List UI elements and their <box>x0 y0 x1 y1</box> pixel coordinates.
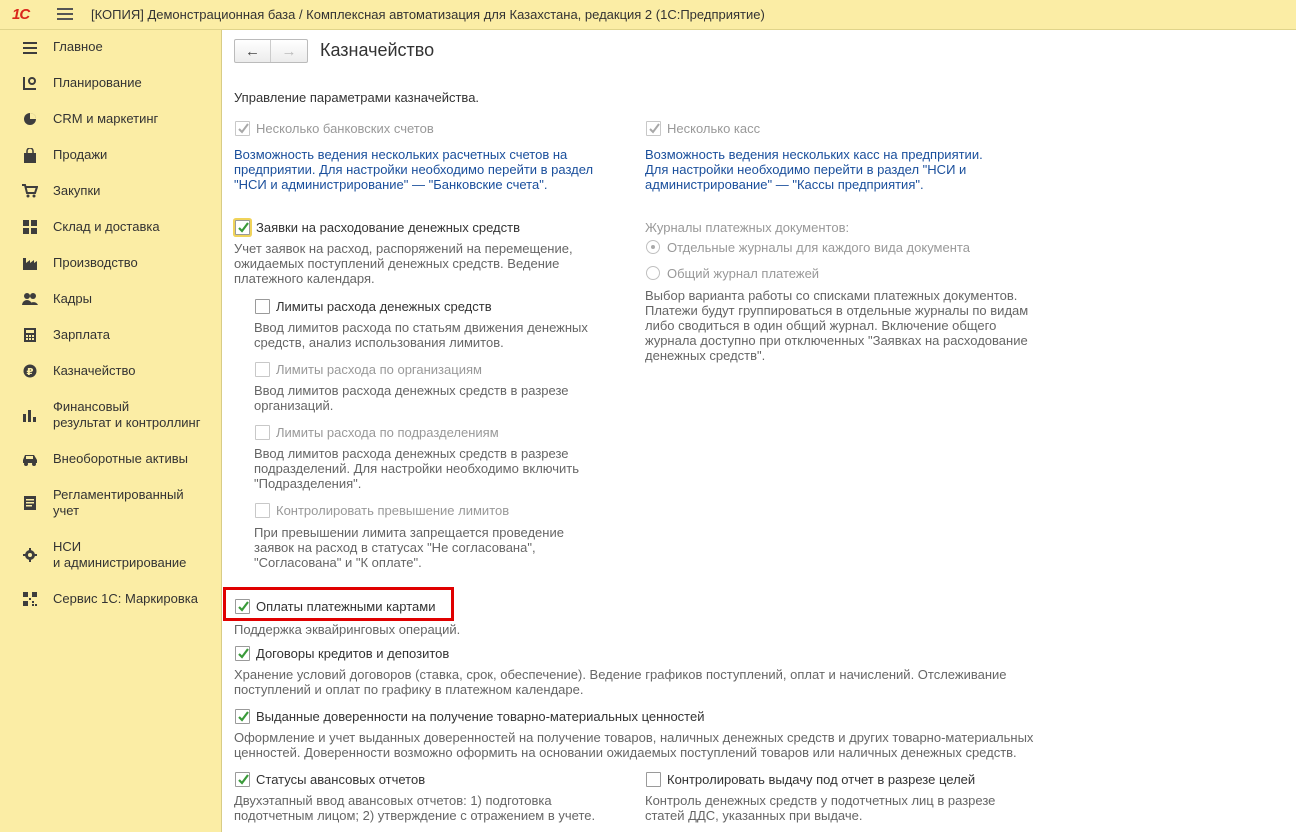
sidebar-item-fixed-assets[interactable] <box>0 450 221 470</box>
sidebar-item-salary[interactable] <box>0 326 221 346</box>
1c-logo[interactable]: 1С <box>12 6 30 23</box>
requests-label[interactable]: Заявки на расходование денежных средств <box>256 220 520 235</box>
sidebar-item-label: Склад и доставка <box>53 219 160 234</box>
sections-sidebar <box>0 30 222 832</box>
journals-heading: Журналы платежных документов: <box>645 220 850 235</box>
multi-bank-label[interactable]: Несколько банковских счетов <box>256 121 434 136</box>
sidebar-item-regulated[interactable] <box>0 486 221 522</box>
limits-control-checkbox[interactable] <box>255 503 270 518</box>
journals-separate-label[interactable]: Отдельные журналы для каждого вида документа <box>667 240 970 255</box>
sidebar-item-label: Планирование <box>53 75 142 90</box>
accountable-description: Контроль денежных средств у подотчетных лиц в разрезе статей ДДС, указанных при выдаче. <box>645 793 996 823</box>
bar-chart-icon <box>22 407 38 423</box>
requests-checkbox[interactable] <box>235 220 250 235</box>
multi-cash-checkbox[interactable] <box>646 121 661 136</box>
sidebar-item-production[interactable] <box>0 254 221 274</box>
sidebar-item-label: Внеоборотные активы <box>53 451 189 466</box>
limits-checkbox[interactable] <box>255 299 270 314</box>
limits-org-description: Ввод лимитов расхода денежных средств в разрезе организаций. <box>254 383 569 413</box>
limits-dept-checkbox[interactable] <box>255 425 270 440</box>
sidebar-item-label: Финансовый результат и контроллинг <box>53 399 201 430</box>
sidebar-item-finance[interactable] <box>0 398 221 434</box>
sidebar-item-label: Казначейство <box>53 363 136 378</box>
cards-label[interactable]: Оплаты платежными картами <box>256 599 436 614</box>
limits-control-label[interactable]: Контролировать превышение лимитов <box>276 503 510 518</box>
sidebar-item-crm[interactable] <box>0 110 221 130</box>
sidebar-item-label: Кадры <box>53 291 92 306</box>
sidebar-item-treasury[interactable] <box>0 362 221 382</box>
powers-checkbox[interactable] <box>235 709 250 724</box>
calculator-icon <box>22 327 38 343</box>
sidebar-item-label: Закупки <box>53 183 101 198</box>
back-button[interactable]: ← <box>235 40 271 62</box>
page-title: Казначейство <box>320 40 435 60</box>
window-title: [КОПИЯ] Демонстрационная база / Комплексная автоматизация для Казахстана, редакция 2 (1С:Предприятие) <box>91 7 765 22</box>
advance-checkbox[interactable] <box>235 772 250 787</box>
sidebar-item-warehouse[interactable] <box>0 218 221 238</box>
limits-control-description: При превышении лимита запрещается проведение заявок на расход в статусах "Не согласована", "Согласована" и "К оплате". <box>254 525 564 570</box>
limits-dept-label[interactable]: Лимиты расхода по подразделениям <box>276 425 499 440</box>
credits-checkbox[interactable] <box>235 646 250 661</box>
journals-common-radio[interactable] <box>646 266 660 280</box>
people-icon <box>22 291 38 307</box>
accountable-checkbox[interactable] <box>646 772 661 787</box>
limits-description: Ввод лимитов расхода по статьям движения денежных средств, анализ использования лимитов. <box>254 320 588 350</box>
svg-text:₽: ₽ <box>26 367 34 378</box>
sidebar-item-label: Зарплата <box>53 327 110 342</box>
intro-text: Управление параметрами казначейства. <box>234 90 480 105</box>
sidebar-item-label: Главное <box>53 39 103 54</box>
credits-description: Хранение условий договоров (ставка, срок, обеспечение). Ведение графиков поступлений, оплат и начислений. Отслеживание поступлений и оплат по графику в платежном календаре. <box>234 667 1007 697</box>
multi-bank-link[interactable]: Возможность ведения нескольких расчетных счетов на предприятии. Для настройки необходимо перейти в раздел "НСИ и администрирование" — "Банковские счета". <box>234 147 594 192</box>
cards-description: Поддержка эквайринговых операций. <box>234 622 461 637</box>
advance-label[interactable]: Статусы авансовых отчетов <box>256 772 426 787</box>
journals-description: Выбор варианта работы со списками платежных документов. Платежи будут группироваться в отдельные журналы по видам либо сводиться в один общий журнал. Включение общего журнала доступно при отключенных "Заявках на расходование денежных средств". <box>645 288 1029 363</box>
advance-description: Двухэтапный ввод авансовых отчетов: 1) подготовка подотчетным лицом; 2) утверждение с отражением в учете. <box>234 793 596 823</box>
document-icon <box>22 495 38 511</box>
sidebar-item-label: Продажи <box>53 147 108 162</box>
sidebar-item-marking[interactable] <box>0 590 221 610</box>
title-bar <box>0 0 1296 30</box>
menu-lines-icon <box>22 40 38 56</box>
sidebar-item-purchases[interactable] <box>0 182 221 202</box>
coin-icon <box>22 363 38 379</box>
qr-code-icon <box>22 591 38 607</box>
multi-cash-link[interactable]: Возможность ведения нескольких касс на предприятии. Для настройки необходимо перейти в раздел "НСИ и администрирование" — "Кассы предприятия". <box>645 147 983 192</box>
requests-description: Учет заявок на расход, распоряжений на перемещение, ожидаемых поступлений денежных средств. Ведение платежного календаря. <box>234 241 573 286</box>
powers-description: Оформление и учет выданных доверенностей на получение товаров, наличных денежных средств и других товарно-материальных ценностей. Доверенности возможно оформить на основании ожидаемых поступлений товаров или наличных денежных средств. <box>234 730 1034 760</box>
shopping-bag-icon <box>22 147 38 163</box>
cart-icon <box>22 183 38 199</box>
sidebar-item-label: НСИ и администрирование <box>53 539 187 570</box>
journals-separate-radio[interactable] <box>646 240 660 254</box>
sidebar-item-admin[interactable] <box>0 538 221 574</box>
journals-common-label[interactable]: Общий журнал платежей <box>667 266 820 281</box>
limits-dept-description: Ввод лимитов расхода денежных средств в разрезе подразделений. Для настройки необходимо включить "Подразделения". <box>254 446 579 491</box>
factory-icon <box>22 255 38 271</box>
cards-checkbox[interactable] <box>235 599 250 614</box>
sidebar-item-main[interactable] <box>0 38 221 58</box>
multi-cash-label[interactable]: Несколько касс <box>667 121 761 136</box>
sidebar-item-planning[interactable] <box>0 74 221 94</box>
history-nav <box>234 39 308 63</box>
hamburger-menu-icon[interactable] <box>57 8 73 21</box>
sidebar-item-label: CRM и маркетинг <box>53 111 159 126</box>
limits-label[interactable]: Лимиты расхода денежных средств <box>276 299 492 314</box>
multi-bank-checkbox[interactable] <box>235 121 250 136</box>
car-icon <box>22 451 38 467</box>
warehouse-icon <box>22 219 38 235</box>
sidebar-item-hr[interactable] <box>0 290 221 310</box>
sidebar-item-label: Производство <box>53 255 138 270</box>
sidebar-item-label: Сервис 1С: Маркировка <box>53 591 198 606</box>
planning-icon <box>22 75 38 91</box>
accountable-label[interactable]: Контролировать выдачу под отчет в разрезе целей <box>667 772 976 787</box>
sidebar-item-label: Регламентированный учет <box>53 487 184 518</box>
gear-icon <box>22 547 38 563</box>
pie-chart-icon <box>22 111 38 127</box>
forward-button[interactable]: → <box>281 42 297 60</box>
credits-label[interactable]: Договоры кредитов и депозитов <box>256 646 450 661</box>
treasury-settings-panel <box>223 30 1296 832</box>
powers-label[interactable]: Выданные доверенности на получение товарно-материальных ценностей <box>256 709 705 724</box>
sidebar-item-sales[interactable] <box>0 146 221 166</box>
limits-org-checkbox[interactable] <box>255 362 270 377</box>
limits-org-label[interactable]: Лимиты расхода по организациям <box>276 362 482 377</box>
